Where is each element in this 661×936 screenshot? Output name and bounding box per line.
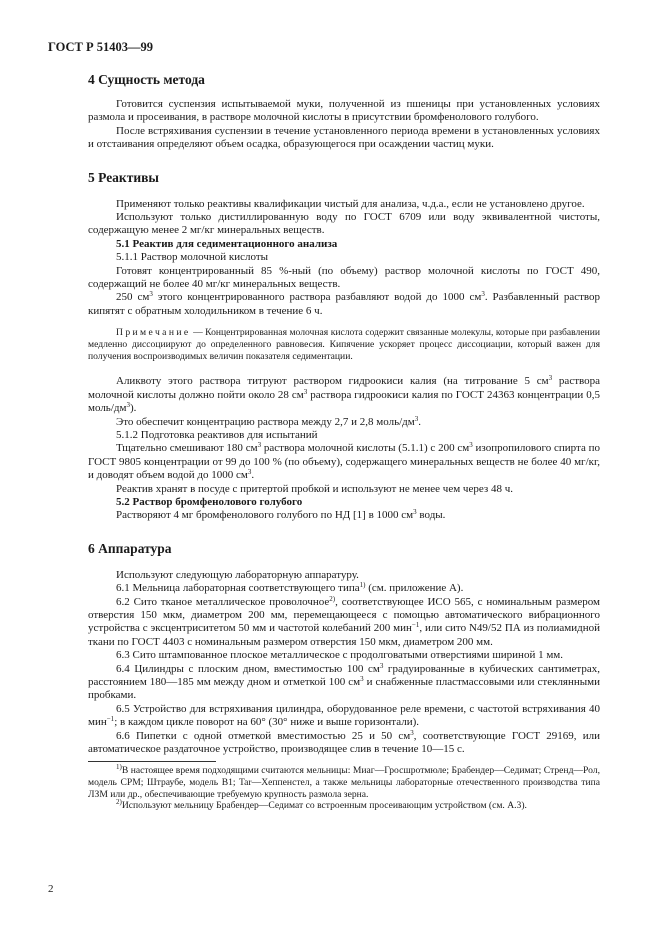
subsection-5-1-1-heading: 5.1.1 Раствор молочной кислоты: [116, 251, 269, 264]
note: Примечание — Концентрированная молочная кислота содержит связанные молекулы, которые при разбавлении медленно диссоциируют до определенного равновесия. Кипячение ускоряет процесс диссоциации, который важен для получения воспроизводимых величин показателя седиментации.: [88, 327, 600, 363]
section-6-paragraph: 6.6 Пипетки с одной отметкой вместимостью 25 и 50 $см^3$, соответствующие ГОСТ 29169, или автоматическое раздаточное устройство, производящее слив в течение 10—15 с.: [88, 728, 600, 756]
section-6-paragraph: 6.1 Мельница лабораторная соответствующего типа$^{1)}$ (см. приложение А).: [116, 581, 464, 595]
section-6-paragraph: 6.5 Устройство для встряхивания цилиндра, оборудованное реле времени, с частотой встряхивания 40 мин$^{-1}$; в каждом цикле поворот на 60° (30° ниже и выше горизонтали).: [88, 702, 600, 729]
section-5-paragraph: Аликвоту этого раствора титруют раствором гидроокиси калия (на титрование 5 $см^3$ раствора молочной кислоты должно пойти около 28 $см^3$ раствора гидроокиси калия по ГОСТ 24363 концентрации 0,5 моль/$дм^3$).: [88, 374, 601, 415]
section-5-paragraph: Готовят концентрированный 85 %-ный (по объему) раствор молочной кислоты по ГОСТ 490, содержащий не более 40 мг/кг минеральных веществ.: [88, 264, 600, 291]
section-4-paragraph: После встряхивания суспензии в течение установленного периода времени в установленных условиях и отстаивания определяют объем осадка, образующегося при осаждении частиц муки.: [88, 124, 600, 151]
section-5-paragraph: Это обеспечит концентрацию раствора между 2,7 и 2,8 моль/$дм^3$.: [116, 414, 421, 428]
subsection-5-2-heading: 5.2 Раствор бромфенолового голубого: [116, 495, 303, 508]
footnote-2: $^{2)}$Используют мельницу Брабендер—Седимат со встроенным просеивающим устройством (см. А.3).: [116, 798, 527, 812]
section-5-paragraph: Используют только дистиллированную воду по ГОСТ 6709 или воду эквивалентной чистоты, содержащую менее 2 мг/кг минеральных веществ.: [88, 211, 600, 237]
subsection-5-1-heading: 5.1 Реактив для седиментационного анализа: [116, 237, 338, 250]
section-6-paragraph: 6.3 Сито штампованное плоское металлическое с продолговатыми отверстиями шириной 1 мм.: [116, 649, 564, 662]
section-5-paragraph: Растворяют 4 мг бромфенолового голубого по НД [1] в 1000 $см^3$ воды.: [116, 508, 446, 522]
section-6-heading: 6 Аппаратура: [88, 540, 172, 556]
subsection-5-1-2-heading: 5.1.2 Подготовка реактивов для испытаний: [116, 428, 318, 441]
page-body: [88, 68, 600, 812]
section-4-heading: 4 Сущность метода: [88, 72, 205, 87]
footnote-separator: [88, 761, 216, 762]
section-6-paragraph: 6.2 Сито тканое металлическое проволочное$^{2)}$, соответствующее ИСО 565, с номинальным размером отверстия 150 мкм, диаметром 200 мм, перемещающееся с помощью автоматического вибрационного устройства с эксцентриситетом 50 мм и частотой колебаний 200 мин$^{-1}$, или сито N49/52 ПА из полиамидной ткани по ГОСТ 4403 с номинальным размером отверстия 150 мкм, диаметром 200 мм.: [88, 594, 600, 648]
section-5-paragraph: 250 $см^3$ этого концентрированного раствора разбавляют водой до 1000 $см^3$. Разбавленный раствор кипятят с обратным холодильником в течение 6 ч.: [88, 290, 601, 317]
section-5-heading: 5 Реактивы: [88, 169, 159, 185]
section-5-paragraph: Тщательно смешивают 180 $см^3$ раствора молочной кислоты (5.1.1) с 200 $см^3$ изопропилового спирта по ГОСТ 9805 концентрации от 99 до 100 % (по объему), содержащего минеральных веществ не более 40 мг/кг, и доводят объем водой до 1000 $см^3$.: [88, 441, 601, 482]
note-label: Примечание: [116, 327, 191, 339]
section-4-paragraph: Готовится суспензия испытываемой муки, полученной из пшеницы при установленных условиях размола и просеивания, в растворе молочной кислоты в присутствии бромфенолового голубого.: [88, 98, 600, 124]
section-6-paragraph: Используют следующую лабораторную аппаратуру.: [116, 568, 359, 581]
section-6-paragraph: 6.4 Цилиндры с плоским дном, вместимостью 100 $см^3$ градуированные в кубических сантиметрах, расстоянием 180—185 мм между дном и отметкой 100 $см^3$ и снабженные пластмассовыми или стеклянными пробками.: [88, 661, 601, 702]
page-number: 2: [48, 883, 54, 895]
running-header: ГОСТ Р 51403—99: [48, 40, 154, 54]
section-5-paragraph: Применяют только реактивы квалификации чистый для анализа, ч.д.а., если не установлено другое.: [116, 197, 585, 210]
section-5-paragraph: Реактив хранят в посуде с притертой пробкой и используют не менее чем через 48 ч.: [116, 482, 513, 495]
footnote-1: $^{1)}$В настоящее время подходящими считаются мельницы: Миаг—Гросшротмюле; Брабендер—Седимат; Стренд—Рол, модель CPM; Штраубе, модель B1; Tar—Хеппенстел, а также мельницы лабораторные отечественного производства типа ЛЗМ или др., обеспечивающие требуемую крупность размола зерна.: [88, 763, 600, 800]
